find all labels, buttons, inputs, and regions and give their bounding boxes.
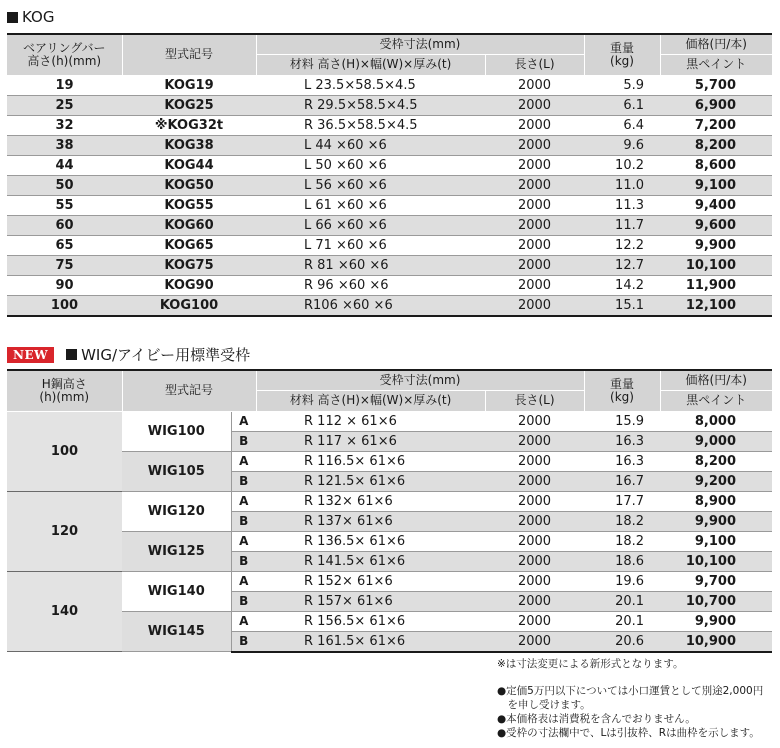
length-cell: 2000	[485, 115, 584, 135]
weight-cell: 9.6	[584, 135, 660, 155]
dimensions-cell: L 23.5×58.5×4.5	[256, 75, 485, 95]
model-cell: KOG25	[122, 95, 256, 115]
model-cell: KOG100	[122, 295, 256, 316]
length-cell: 2000	[485, 175, 584, 195]
length-cell: 2000	[485, 471, 584, 491]
variant-cell: B	[231, 631, 256, 652]
weight-cell: 15.1	[584, 295, 660, 316]
square-icon	[66, 349, 77, 360]
variant-cell: A	[231, 531, 256, 551]
model-cell: KOG75	[122, 255, 256, 275]
table-row	[7, 451, 772, 471]
table-row	[7, 295, 772, 316]
wig-header-length: 長さ(L)	[485, 390, 584, 411]
model-cell: WIG125	[122, 531, 231, 571]
weight-cell: 18.2	[584, 511, 660, 531]
length-cell: 2000	[485, 611, 584, 631]
dimensions-cell: L 56 ×60 ×6	[256, 175, 485, 195]
price-cell: 9,400	[660, 195, 772, 215]
table-row	[7, 611, 772, 631]
kog-table	[7, 33, 772, 317]
h-steel-height-cell: 120	[7, 491, 122, 571]
price-cell: 9,900	[660, 611, 772, 631]
asterisk-note: ※は寸法変更による新形式となります。	[497, 658, 684, 670]
dimensions-cell: L 44 ×60 ×6	[256, 135, 485, 155]
length-cell: 2000	[485, 275, 584, 295]
price-cell: 9,900	[660, 511, 772, 531]
bar-height-cell: 90	[7, 275, 122, 295]
kog-header-model: 型式記号	[122, 34, 256, 75]
weight-cell: 15.9	[584, 411, 660, 431]
variant-cell: A	[231, 571, 256, 591]
length-cell: 2000	[485, 511, 584, 531]
variant-cell: B	[231, 591, 256, 611]
price-cell: 10,100	[660, 255, 772, 275]
wig-header-dims-sub: 材料 高さ(H)×幅(W)×厚み(t)	[256, 390, 485, 411]
table-row	[7, 571, 772, 591]
price-cell: 9,600	[660, 215, 772, 235]
table-row	[7, 95, 772, 115]
dimensions-cell: L 50 ×60 ×6	[256, 155, 485, 175]
dimensions-cell: R 81 ×60 ×6	[256, 255, 485, 275]
dimensions-cell: L 66 ×60 ×6	[256, 215, 485, 235]
price-cell: 8,900	[660, 491, 772, 511]
table-row	[7, 75, 772, 95]
table-row	[7, 115, 772, 135]
dimensions-cell: R 112 × 61×6	[256, 411, 485, 431]
weight-cell: 11.7	[584, 215, 660, 235]
length-cell: 2000	[485, 431, 584, 451]
kog-title-text: KOG	[22, 8, 55, 26]
variant-cell: B	[231, 431, 256, 451]
square-icon	[7, 12, 18, 23]
dimensions-cell: R 132× 61×6	[256, 491, 485, 511]
dimensions-cell: R 36.5×58.5×4.5	[256, 115, 485, 135]
table-row	[7, 531, 772, 551]
model-cell: WIG100	[122, 411, 231, 451]
bar-height-cell: 65	[7, 235, 122, 255]
price-cell: 11,900	[660, 275, 772, 295]
weight-cell: 10.2	[584, 155, 660, 175]
kog-header-bar-height-line1: ベアリングバー	[22, 40, 106, 55]
bullet-notes	[497, 684, 763, 740]
kog-header-weight-line2: (kg)	[610, 53, 634, 68]
price-cell: 8,200	[660, 135, 772, 155]
price-cell: 8,600	[660, 155, 772, 175]
wig-header-price: 価格(円/本)	[660, 370, 772, 390]
dimensions-cell: R 137× 61×6	[256, 511, 485, 531]
price-cell: 9,200	[660, 471, 772, 491]
length-cell: 2000	[485, 95, 584, 115]
wig-title-text: WIG/アイビー用標準受枠	[81, 346, 251, 364]
length-cell: 2000	[485, 195, 584, 215]
note-line: ●定価5万円以下については小口運賃として別途2,000円	[497, 685, 764, 697]
kog-header-weight-line1: 重量	[609, 40, 634, 55]
table-row	[7, 275, 772, 295]
price-cell: 9,100	[660, 531, 772, 551]
length-cell: 2000	[485, 75, 584, 95]
table-row	[7, 155, 772, 175]
variant-cell: B	[231, 471, 256, 491]
note-line: を申し受けます。	[497, 699, 591, 711]
wig-header-weight	[584, 370, 660, 411]
dimensions-cell: R 117 × 61×6	[256, 431, 485, 451]
price-cell: 10,700	[660, 591, 772, 611]
length-cell: 2000	[485, 451, 584, 471]
dimensions-cell: R 152× 61×6	[256, 571, 485, 591]
bar-height-cell: 38	[7, 135, 122, 155]
dimensions-cell: R 29.5×58.5×4.5	[256, 95, 485, 115]
wig-header-price-sub: 黒ペイント	[660, 390, 772, 411]
weight-cell: 6.1	[584, 95, 660, 115]
kog-section-title	[7, 8, 54, 26]
new-badge: NEW	[7, 347, 54, 363]
kog-header-bar-height	[7, 34, 122, 75]
dimensions-cell: R 96 ×60 ×6	[256, 275, 485, 295]
price-cell: 9,100	[660, 175, 772, 195]
model-cell: KOG90	[122, 275, 256, 295]
kog-header-dims-sub: 材料 高さ(H)×幅(W)×厚み(t)	[256, 54, 485, 75]
price-cell: 6,900	[660, 95, 772, 115]
wig-section-title	[7, 344, 250, 365]
price-cell: 12,100	[660, 295, 772, 316]
dimensions-cell: R106 ×60 ×6	[256, 295, 485, 316]
model-cell: KOG44	[122, 155, 256, 175]
price-cell: 9,000	[660, 431, 772, 451]
h-steel-height-cell: 100	[7, 411, 122, 491]
weight-cell: 17.7	[584, 491, 660, 511]
model-cell: KOG50	[122, 175, 256, 195]
variant-cell: A	[231, 491, 256, 511]
kog-header-length: 長さ(L)	[485, 54, 584, 75]
price-cell: 8,200	[660, 451, 772, 471]
kog-header-weight	[584, 34, 660, 75]
table-row	[7, 135, 772, 155]
weight-cell: 12.2	[584, 235, 660, 255]
length-cell: 2000	[485, 411, 584, 431]
wig-header-dims: 受枠寸法(mm)	[256, 370, 584, 390]
table-row	[7, 175, 772, 195]
table-row	[7, 491, 772, 511]
length-cell: 2000	[485, 255, 584, 275]
kog-header-price-sub: 黒ペイント	[660, 54, 772, 75]
model-cell: ※KOG32t	[122, 115, 256, 135]
weight-cell: 20.1	[584, 611, 660, 631]
dimensions-cell: R 161.5× 61×6	[256, 631, 485, 652]
weight-cell: 11.0	[584, 175, 660, 195]
weight-cell: 12.7	[584, 255, 660, 275]
length-cell: 2000	[485, 591, 584, 611]
table-row	[7, 195, 772, 215]
weight-cell: 6.4	[584, 115, 660, 135]
bar-height-cell: 25	[7, 95, 122, 115]
bar-height-cell: 50	[7, 175, 122, 195]
price-cell: 7,200	[660, 115, 772, 135]
model-cell: KOG19	[122, 75, 256, 95]
dimensions-cell: R 121.5× 61×6	[256, 471, 485, 491]
length-cell: 2000	[485, 631, 584, 652]
variant-cell: A	[231, 611, 256, 631]
kog-header-price: 価格(円/本)	[660, 34, 772, 54]
table-row	[7, 235, 772, 255]
length-cell: 2000	[485, 235, 584, 255]
wig-table	[7, 369, 772, 653]
bar-height-cell: 100	[7, 295, 122, 316]
note-line: ●受枠の寸法欄中で、Lは引抜枠、Rは曲枠を示します。	[497, 727, 760, 739]
wig-header-weight-line1: 重量	[610, 376, 635, 391]
variant-cell: A	[231, 411, 256, 431]
length-cell: 2000	[485, 531, 584, 551]
wig-header-weight-line2: (kg)	[610, 389, 634, 404]
model-cell: KOG38	[122, 135, 256, 155]
wig-header-h-line1: H鋼高さ	[41, 376, 87, 391]
weight-cell: 19.6	[584, 571, 660, 591]
table-row	[7, 411, 772, 431]
wig-header-h-height	[7, 370, 122, 411]
dimensions-cell: R 141.5× 61×6	[256, 551, 485, 571]
variant-cell: B	[231, 511, 256, 531]
weight-cell: 20.1	[584, 591, 660, 611]
model-cell: WIG145	[122, 611, 231, 652]
price-cell: 8,000	[660, 411, 772, 431]
price-cell: 10,100	[660, 551, 772, 571]
dimensions-cell: R 116.5× 61×6	[256, 451, 485, 471]
price-cell: 5,700	[660, 75, 772, 95]
table-row	[7, 215, 772, 235]
dimensions-cell: R 136.5× 61×6	[256, 531, 485, 551]
bar-height-cell: 19	[7, 75, 122, 95]
weight-cell: 5.9	[584, 75, 660, 95]
length-cell: 2000	[485, 491, 584, 511]
model-cell: KOG55	[122, 195, 256, 215]
length-cell: 2000	[485, 155, 584, 175]
dimensions-cell: L 61 ×60 ×6	[256, 195, 485, 215]
h-steel-height-cell: 140	[7, 571, 122, 652]
length-cell: 2000	[485, 135, 584, 155]
dimensions-cell: R 157× 61×6	[256, 591, 485, 611]
length-cell: 2000	[485, 295, 584, 316]
dimensions-cell: L 71 ×60 ×6	[256, 235, 485, 255]
wig-header-model: 型式記号	[122, 370, 256, 411]
weight-cell: 18.6	[584, 551, 660, 571]
model-cell: WIG105	[122, 451, 231, 491]
weight-cell: 16.3	[584, 431, 660, 451]
weight-cell: 16.3	[584, 451, 660, 471]
model-cell: WIG120	[122, 491, 231, 531]
weight-cell: 20.6	[584, 631, 660, 652]
bar-height-cell: 75	[7, 255, 122, 275]
table-row	[7, 255, 772, 275]
bar-height-cell: 32	[7, 115, 122, 135]
model-cell: KOG60	[122, 215, 256, 235]
model-cell: WIG140	[122, 571, 231, 611]
dimensions-cell: R 156.5× 61×6	[256, 611, 485, 631]
variant-cell: B	[231, 551, 256, 571]
bar-height-cell: 55	[7, 195, 122, 215]
bar-height-cell: 44	[7, 155, 122, 175]
variant-cell: A	[231, 451, 256, 471]
weight-cell: 14.2	[584, 275, 660, 295]
model-cell: KOG65	[122, 235, 256, 255]
length-cell: 2000	[485, 215, 584, 235]
length-cell: 2000	[485, 571, 584, 591]
weight-cell: 11.3	[584, 195, 660, 215]
price-cell: 10,900	[660, 631, 772, 652]
kog-header-dims: 受枠寸法(mm)	[256, 34, 584, 54]
wig-header-h-line2: (h)(mm)	[39, 389, 90, 404]
bar-height-cell: 60	[7, 215, 122, 235]
kog-header-bar-height-line2: 高さ(h)(mm)	[27, 53, 102, 68]
price-cell: 9,900	[660, 235, 772, 255]
price-cell: 9,700	[660, 571, 772, 591]
weight-cell: 16.7	[584, 471, 660, 491]
weight-cell: 18.2	[584, 531, 660, 551]
length-cell: 2000	[485, 551, 584, 571]
note-line: ●本価格表は消費税を含んでおりません。	[497, 713, 696, 725]
